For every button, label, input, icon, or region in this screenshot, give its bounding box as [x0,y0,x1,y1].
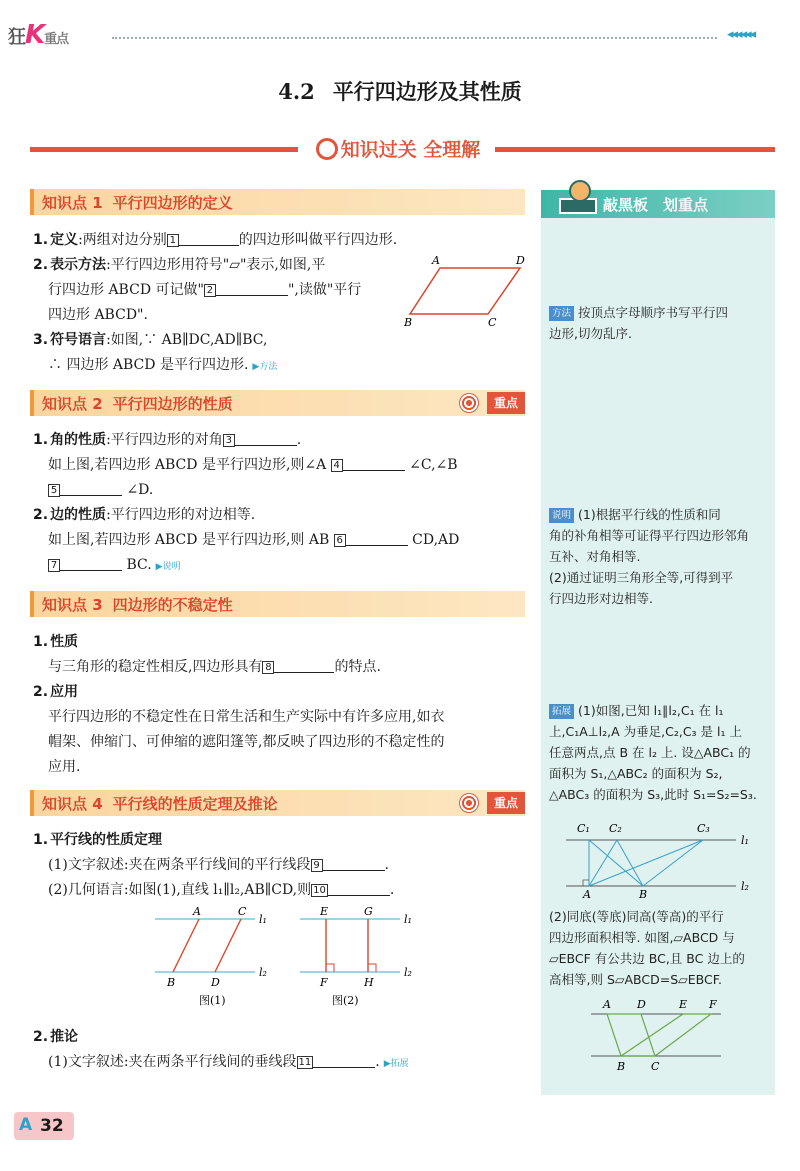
teacher-icon [569,180,591,202]
note-text: 角的补角相等可证得平行四边形邻角 [549,528,750,543]
answer-blank[interactable] [323,855,385,871]
item-text: 如上图,若四边形 ABCD 是平行四边形,则 AB [48,532,330,548]
note-text: △ABC₃ 的面积为 S₃,此时 S₁=S₂=S₃. [549,787,757,802]
blank-number-box: 4 [331,459,343,472]
note-extend-2 [549,906,771,990]
sidebar-header [541,190,775,218]
note-text: 高相等,则 S▱ABCD=S▱EBCF. [549,972,722,987]
segment-CD [215,919,241,972]
label-B: B [617,1060,626,1073]
label-D: D [211,976,220,989]
item-text: 的四边形叫做平行四边形. [238,232,398,248]
note-text: (1)如图,已知 l₁∥l₂,C₁ 在 l₁ [578,703,724,718]
item-text: :平行四边形的对边相等. [106,507,256,523]
kp1-item-3-line2 [33,353,528,380]
note-text: 行四边形对边相等. [549,591,653,606]
kp2-line-5 [33,528,528,553]
label-l1: l₁ [404,913,412,926]
arrows-icon: ◂◂◂◂◂◂ [727,27,755,42]
kp1-item-2 [33,253,403,278]
section-number: 4.2 [278,79,315,104]
label-D: D [637,998,646,1011]
triangle-area-figure [561,818,761,900]
parallelogram-figure [398,252,533,332]
note-text: ▱EBCF 有公共边 BC,且 BC 边上的 [549,951,745,966]
blank-number-box: 5 [48,484,60,497]
top-bar [0,18,800,48]
label-l1: l₁ [259,913,267,926]
answer-blank[interactable] [179,230,239,246]
segment-C3B [643,840,703,886]
kp3-para-line: 应用. [48,759,81,775]
blank-number-box: 6 [334,534,346,547]
note-text: 边形,切勿乱序. [549,326,632,341]
figure-1-caption: 图(1) [199,994,226,1007]
item-text: 与三角形的稳定性相反,四边形具有 [48,659,263,675]
label-C: C [651,1060,660,1073]
item-text: :两组对边分别 [78,232,167,248]
label-l2: l₂ [404,966,412,979]
kp2-line-3 [33,478,528,503]
kp3-head-2 [33,680,528,705]
item-text: (2)几何语言:如图(1),直线 l₁∥l₂,AB∥CD,则 [48,882,312,898]
item-num: 2. [33,1029,49,1045]
item-head: 性质 [50,634,79,650]
swirl-icon [316,138,338,160]
item-text: ∠C,∠B [409,457,458,473]
answer-blank[interactable] [346,530,408,546]
kp4-title: 平行线的性质定理及推论 [112,795,278,813]
right-angle-F [326,964,334,972]
segment-C2A [589,840,617,886]
kp2-content [33,428,528,580]
note-text: 互补、对角相等. [549,549,641,564]
vertex-label-B: B [404,316,413,329]
key-point-tag: 重点 [487,392,525,414]
answer-blank[interactable] [328,880,390,896]
kp4-line-a1 [33,853,528,878]
item-text: :如图,∵ AB∥DC,AD∥BC, [106,332,268,348]
note-line [549,302,771,323]
extend-badge: 拓展 [549,704,574,719]
blank-number-box: 3 [223,434,235,447]
kp2-title: 平行四边形的性质 [112,395,233,413]
answer-blank[interactable] [274,657,334,673]
segment-C3A [589,840,703,886]
vertex-label-A: A [432,254,440,267]
note-text: 四边形面积相等. 如图,▱ABCD 与 [549,930,735,945]
explain-badge: 说明 [549,508,574,523]
label-l2: l₂ [259,966,267,979]
item-text: :平行四边形用符号"▱"表示,如图,平 [106,257,326,273]
item-text: (1)文字叙述:夹在两条平行线间的平行线段 [48,857,311,873]
kp2-line-2 [33,453,528,478]
item-head: 边的性质 [50,507,107,523]
kp2-label: 知识点 2 [42,395,103,413]
blank-number-box: 8 [262,661,274,674]
answer-blank[interactable] [235,430,297,446]
segment-C1B [589,840,643,886]
item-text: ∠D. [126,482,154,498]
explain-marker[interactable]: ▶说明 [155,562,181,572]
blank-number-box: 2 [204,284,216,297]
kp4-head-2 [33,1025,528,1050]
note-text: 任意两点,点 B 在 l₂ 上. 设△ABC₁ 的 [549,745,751,760]
note-explain [549,504,771,609]
label-C1: C₁ [577,822,590,835]
item-text: :平行四边形的对角 [106,432,223,448]
label-C2: C₂ [609,822,622,835]
brand-prefix: 狂 [8,27,25,48]
answer-blank[interactable] [343,455,405,471]
page-number-text: 32 [40,1116,64,1136]
kp3-title: 四边形的不稳定性 [112,596,233,614]
kp2-line-1 [33,428,528,453]
item-num: 1. [33,634,49,650]
label-H: H [364,976,374,989]
label-E: E [679,998,688,1011]
blank-number-box: 10 [313,885,326,896]
answer-blank[interactable] [60,555,122,571]
note-text: 上,C₁A⊥l₂,A 为垂足,C₂,C₃ 是 l₁ 上 [549,724,742,739]
note-extend [549,700,771,805]
segment-C2B [617,840,643,886]
item-num: 1. [33,232,49,248]
item-text: BC. [126,557,152,573]
kp2-line-6 [33,553,528,580]
label-C: C [238,905,247,918]
kp4-line-b1 [33,1050,528,1077]
item-num: 2. [33,257,49,273]
kp3-para-line: 平行四边形的不稳定性在日常生活和生产实际中有许多应用,如衣 [48,709,445,725]
label-C3: C₃ [697,822,710,835]
note-line [549,700,771,721]
vertex-label-C: C [488,316,497,329]
method-marker[interactable]: ▶方法 [252,362,278,372]
blank-number-box: 1 [167,234,179,247]
figure-2-caption: 图(2) [332,994,359,1007]
item-head: 角的性质 [50,432,107,448]
kp4-corollary [33,1025,528,1077]
segment-AB [173,919,199,972]
page-number [14,1112,74,1140]
sidebar-title: 敲黑板 划重点 [603,196,709,214]
kp3-line-1 [33,655,528,680]
section-title [0,76,800,106]
label-F: F [709,998,717,1011]
label-l1: l₁ [741,834,749,847]
page-logo-icon: A [19,1115,33,1135]
kp3-para-line: 帽架、伸缩门、可伸缩的遮阳篷等,都反映了四边形的不稳定性的 [48,734,445,750]
item-text: 如上图,若四边形 ABCD 是平行四边形,则∠A [48,457,327,473]
kp4-line-a2 [33,878,528,903]
banner [30,135,775,165]
item-head: 定义 [50,232,79,248]
note-method [549,302,771,344]
label-A: A [583,888,591,900]
figure-2 [300,902,425,1014]
note-text: (1)根据平行线的性质和同 [578,507,721,522]
parallelogram-area-figure [581,994,771,1079]
brand-suffix: 重点 [44,32,69,47]
key-point-tag: 重点 [487,792,525,814]
item-num: 2. [33,507,49,523]
item-head: 符号语言 [50,332,107,348]
answer-blank[interactable] [313,1052,375,1068]
note-text: (2)同底(等底)同高(等高)的平行 [549,909,724,924]
kp1-label: 知识点 1 [42,194,103,212]
item-text: ",读做"平行 [287,282,362,298]
item-text: . [389,882,395,898]
blank-number-box: 9 [311,859,323,872]
note-text: (2)通过证明三角形全等,可得到平 [549,570,734,585]
item-num: 2. [33,684,49,700]
kp2-header [30,390,525,416]
item-text: 行四边形 ABCD 可记做" [48,282,204,298]
kp4-label: 知识点 4 [42,795,103,813]
item-text: CD,AD [412,532,460,548]
section-title-text: 平行四边形及其性质 [332,79,522,104]
item-num: 1. [33,432,49,448]
item-text: ∴ 四边形 ABCD 是平行四边形. [48,357,249,373]
label-A: A [603,998,611,1011]
banner-line-left [30,147,298,152]
banner-title [302,135,494,162]
item-text: 四边形 ABCD". [48,307,148,323]
label-A: A [193,905,201,918]
kp4-content [33,828,528,903]
note-text: 按顶点字母顺序书写平行四 [578,305,729,320]
kp1-item-1 [33,228,528,253]
target-icon [459,793,479,813]
sidebar-notes [541,190,775,1095]
figure-1 [155,902,280,1014]
banner-line-right [495,147,775,152]
blank-number-box: 11 [298,1057,312,1068]
method-badge: 方法 [549,306,574,321]
extend-marker[interactable]: ▶拓展 [383,1059,409,1069]
dotted-divider [112,37,717,39]
kp1-header [30,189,525,215]
kp4-header [30,790,525,816]
brand-logo [8,20,68,50]
item-num: 1. [33,832,49,848]
answer-blank[interactable] [60,480,122,496]
item-head: 应用 [50,684,79,700]
note-line [549,504,771,525]
item-text: (1)文字叙述:夹在两条平行线间的垂线段 [48,1054,297,1070]
brand-k: K [25,20,45,50]
parallelogram-shape [410,268,520,314]
banner-title-text: 知识过关 全理解 [340,139,481,161]
label-F: F [320,976,328,989]
note-text: 面积为 S₁,△ABC₂ 的面积为 S₂, [549,766,723,781]
kp2-line-4 [33,503,528,528]
label-E: E [320,905,329,918]
item-text: 的特点. [334,659,381,675]
right-angle-A [583,880,589,886]
item-head: 推论 [50,1029,79,1045]
item-text: . [375,1054,380,1070]
label-B: B [639,888,648,900]
item-text: . [296,432,302,448]
kp4-head-1 [33,828,528,853]
item-num: 3. [33,332,49,348]
blank-number-box: 7 [48,559,60,572]
kp3-head-1 [33,630,528,655]
parallelogram-EBCF [621,1014,711,1056]
kp3-label: 知识点 3 [42,596,103,614]
answer-blank[interactable] [216,280,288,296]
kp3-header [30,591,525,617]
right-angle-H [368,964,376,972]
label-B: B [167,976,176,989]
label-l2: l₂ [741,880,749,893]
target-icon [459,393,479,413]
item-head: 表示方法 [50,257,107,273]
kp1-title: 平行四边形的定义 [112,194,233,212]
item-text: . [384,857,389,873]
item-head: 平行线的性质定理 [50,832,163,848]
label-G: G [364,905,373,918]
vertex-label-D: D [516,254,525,267]
kp3-content [33,630,528,780]
